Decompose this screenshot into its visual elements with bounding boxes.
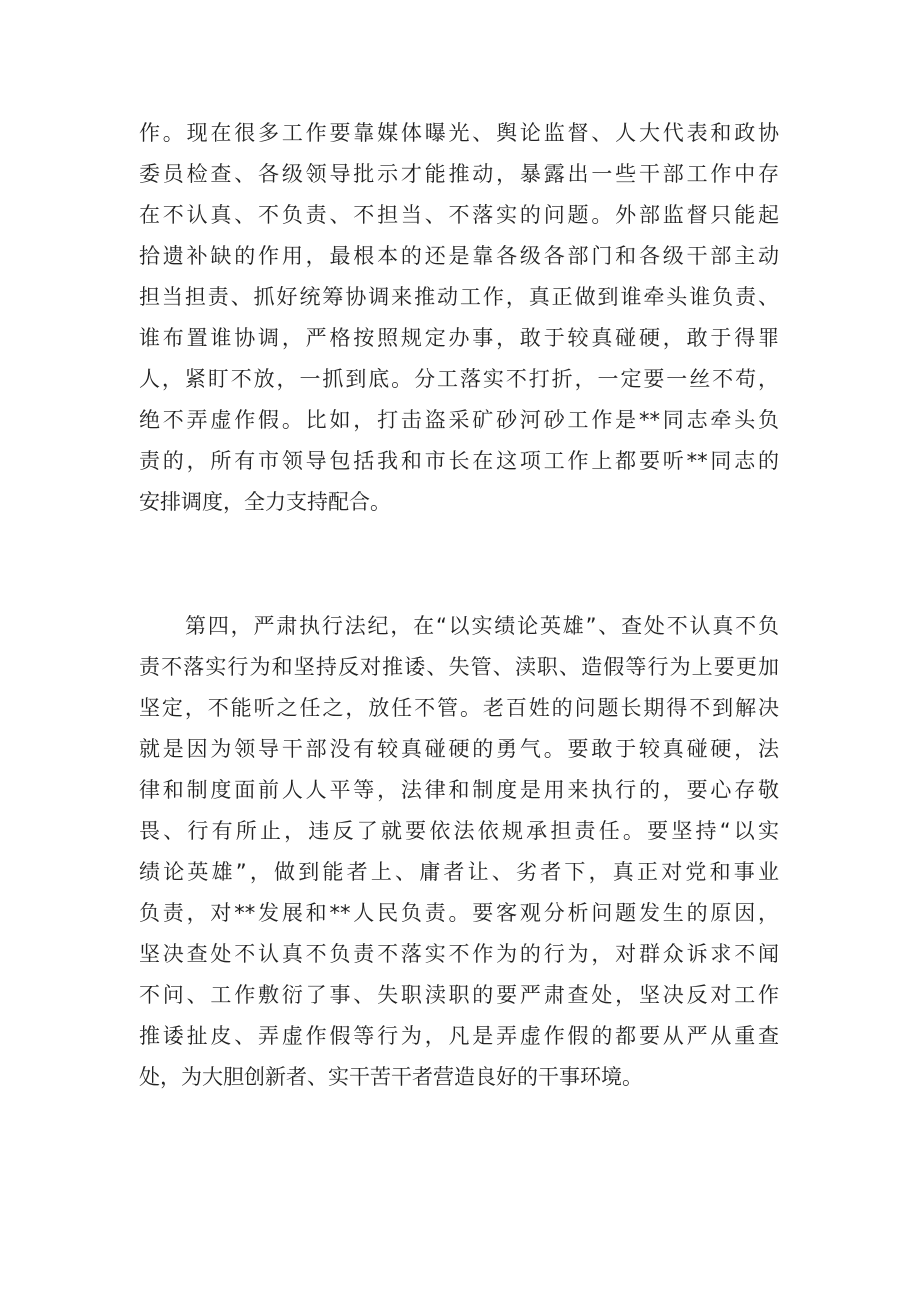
paragraph-line: 律和制度面前人人平等，法律和制度是用来执行的，要心存敬 bbox=[139, 778, 779, 802]
paragraph-line: 人，紧盯不放，一抓到底。分工落实不打折，一定要一丝不苟， bbox=[139, 367, 779, 391]
paragraph-line: 第四，严肃执行法纪，在“以实绩论英雄”、查处不认真不负 bbox=[185, 614, 779, 638]
paragraph-line: 安排调度，全力支持配合。 bbox=[139, 490, 391, 514]
paragraph-line: 拾遗补缺的作用，最根本的还是靠各级各部门和各级干部主动 bbox=[139, 244, 779, 268]
paragraph-line: 担当担责、抓好统筹协调来推动工作，真正做到谁牵头谁负责、 bbox=[139, 285, 779, 309]
paragraph-line: 在不认真、不负责、不担当、不落实的问题。外部监督只能起 bbox=[139, 203, 779, 227]
paragraph-1 bbox=[139, 113, 779, 523]
paragraph-line: 委员检查、各级领导批示才能推动，暴露出一些干部工作中存 bbox=[139, 162, 779, 186]
paragraph-line: 作。现在很多工作要靠媒体曝光、舆论监督、人大代表和政协 bbox=[139, 121, 779, 145]
paragraph-line: 处，为大胆创新者、实干苦干者营造良好的干事环境。 bbox=[139, 1065, 643, 1089]
paragraph-line: 推诿扯皮、弄虚作假等行为，凡是弄虚作假的都要从严从重查 bbox=[139, 1024, 779, 1048]
paragraph-line: 负责，对**发展和**人民负责。要客观分析问题发生的原因， bbox=[139, 901, 779, 925]
paragraph-line: 畏、行有所止，违反了就要依法依规承担责任。要坚持“以实 bbox=[139, 819, 779, 843]
paragraph-line: 就是因为领导干部没有较真碰硬的勇气。要敢于较真碰硬，法 bbox=[139, 737, 779, 761]
paragraph-line: 不问、工作敷衍了事、失职渎职的要严肃查处，坚决反对工作 bbox=[139, 983, 779, 1007]
paragraph-line: 责不落实行为和坚持反对推诿、失管、渎职、造假等行为上要更加 bbox=[139, 655, 779, 679]
paragraph-2 bbox=[139, 606, 779, 1098]
paragraph-line: 谁布置谁协调，严格按照规定办事，敢于较真碰硬，敢于得罪 bbox=[139, 326, 779, 350]
paragraph-line: 坚决查处不认真不负责不落实不作为的行为，对群众诉求不闻 bbox=[139, 942, 779, 966]
paragraph-line: 绩论英雄”，做到能者上、庸者让、劣者下，真正对党和事业 bbox=[139, 860, 779, 884]
paragraph-line: 绝不弄虚作假。比如，打击盗采矿砂河砂工作是**同志牵头负 bbox=[139, 408, 779, 432]
paragraph-line: 坚定，不能听之任之，放任不管。老百姓的问题长期得不到解决 bbox=[139, 696, 779, 720]
paragraph-line: 责的，所有市领导包括我和市长在这项工作上都要听**同志的 bbox=[139, 449, 779, 473]
